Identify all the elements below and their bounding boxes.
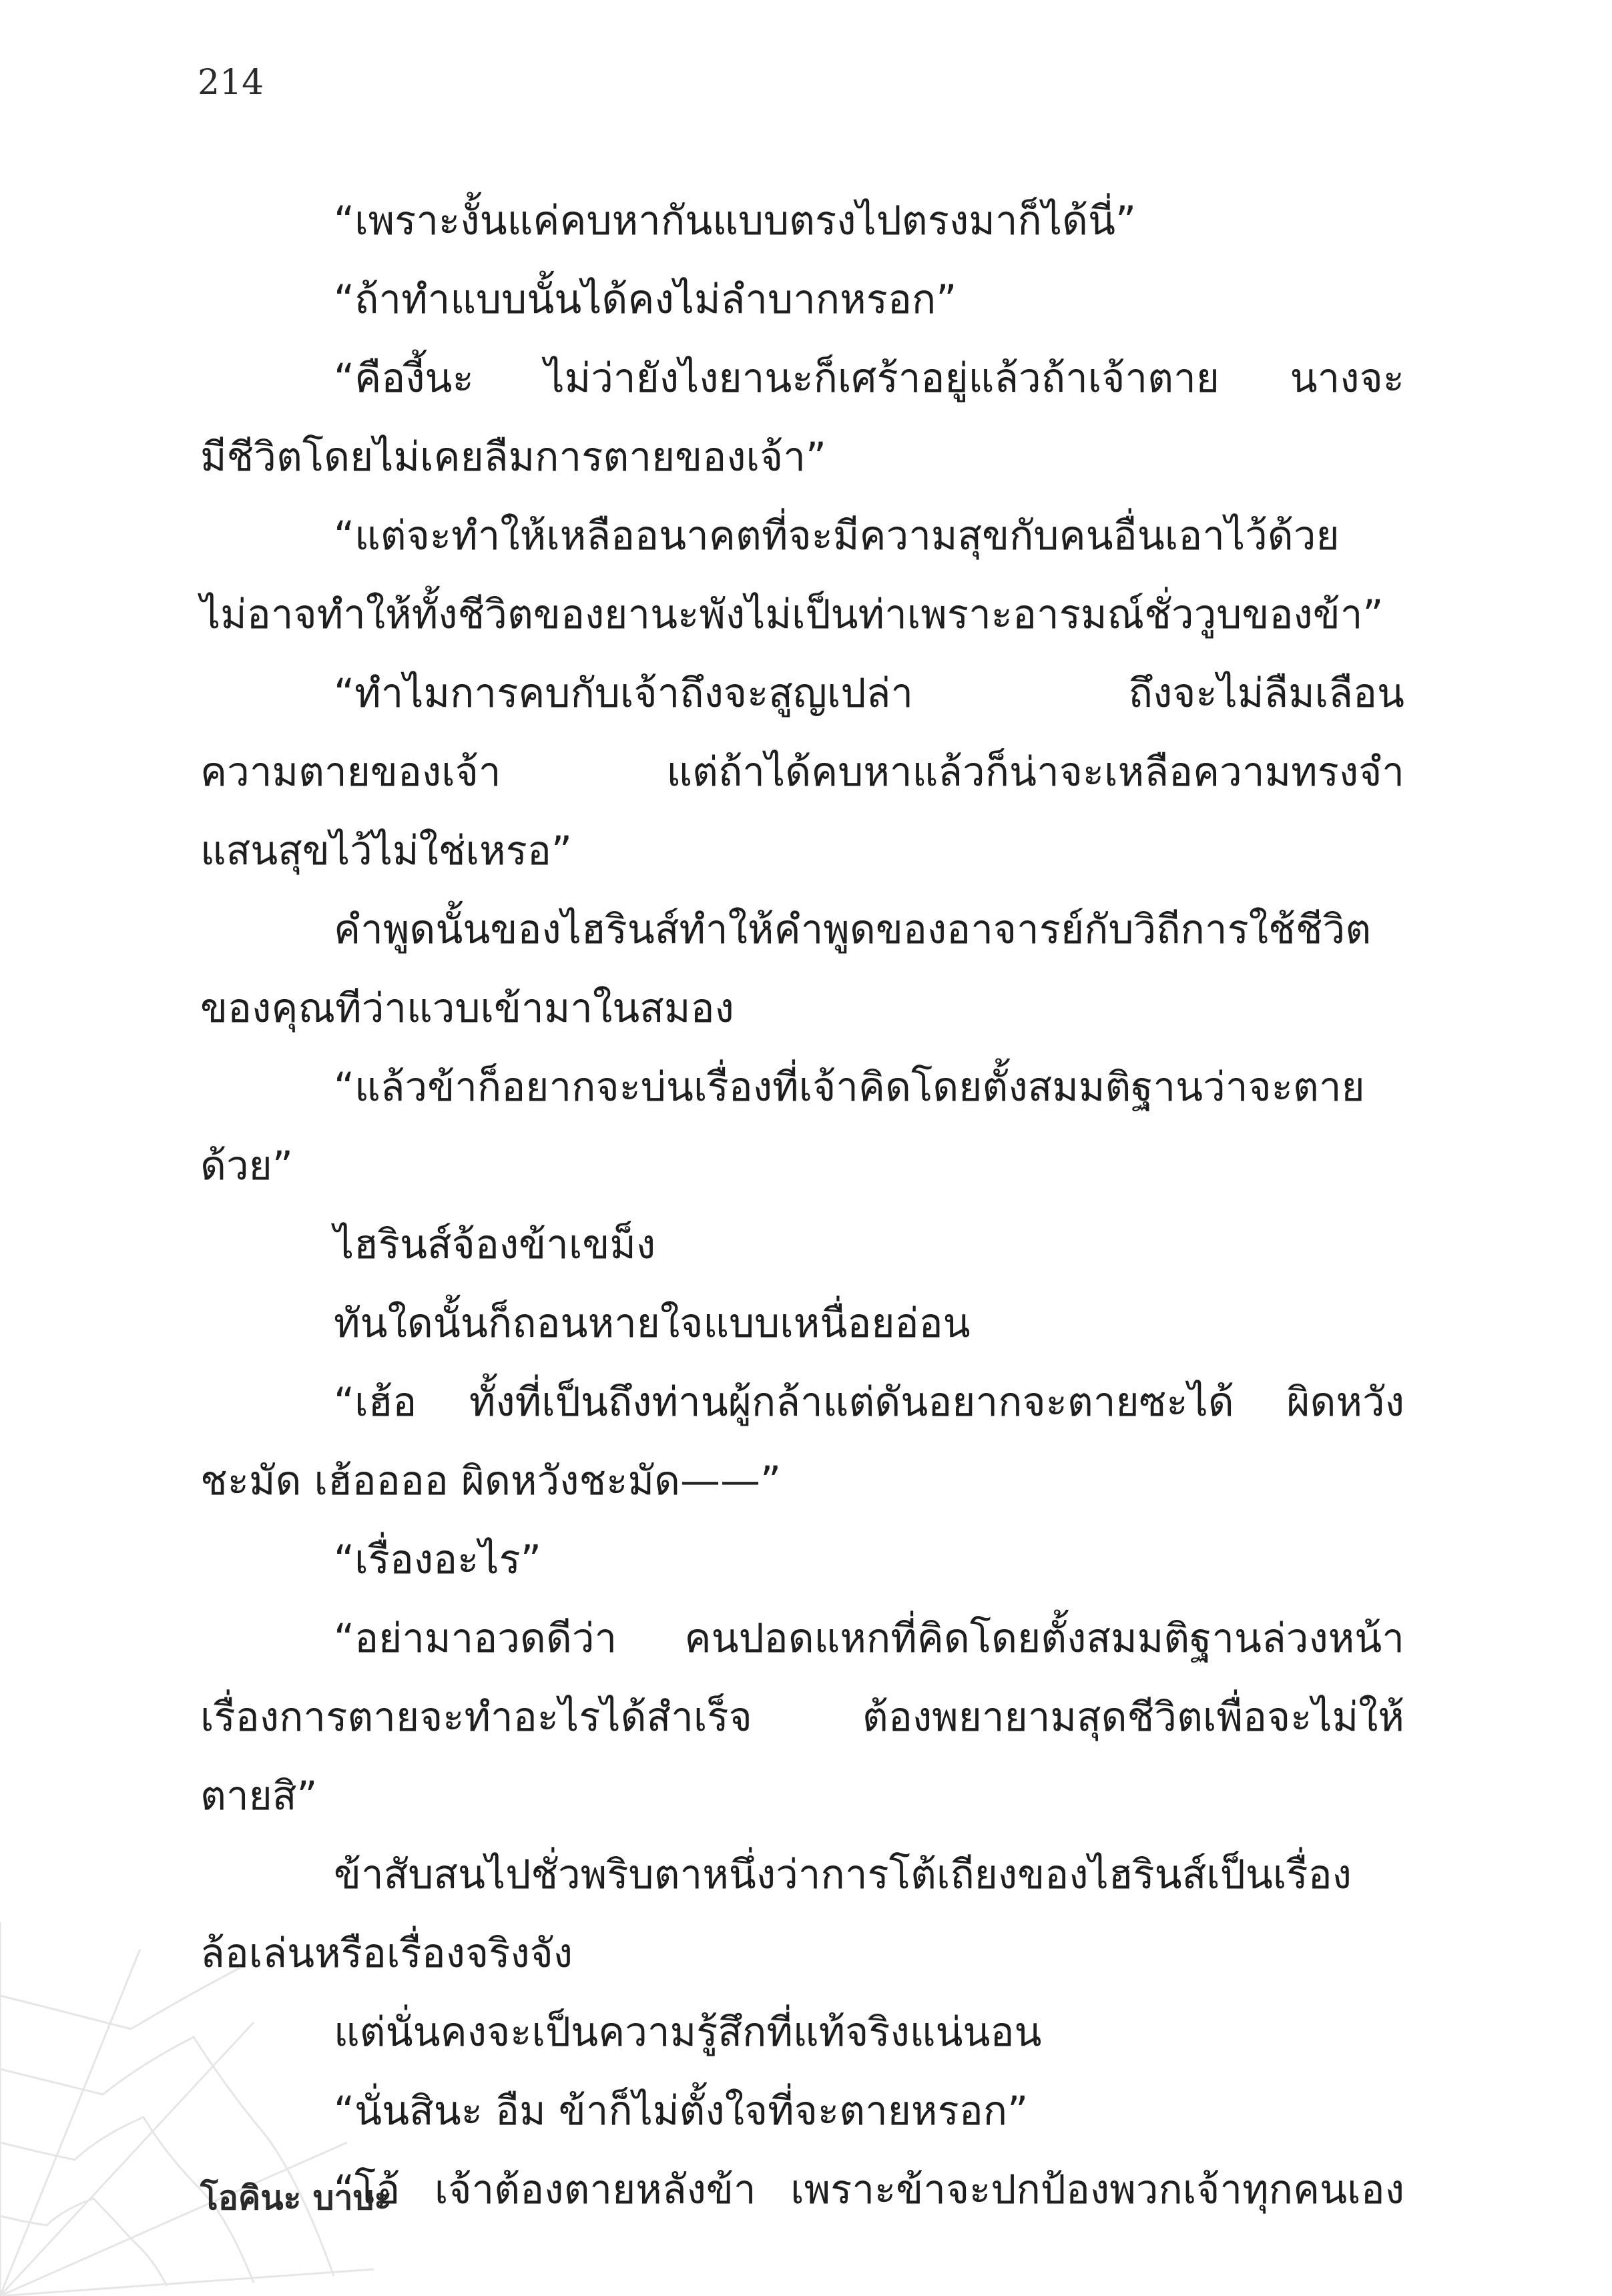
text-line: ชะมัด เฮ้ออออ ผิดหวังชะมัด——” xyxy=(200,1458,782,1504)
text-line: ไม่อาจทำให้ทั้งชีวิตของยานะพังไม่เป็นท่าเพราะอารมณ์ชั่ววูบของข้า” xyxy=(200,591,1384,638)
page-number: 214 xyxy=(198,63,264,103)
text-line: ตายสิ” xyxy=(200,1773,318,1819)
text-line: ด้วย” xyxy=(200,1143,293,1189)
text-line: ข้าสับสนไปชั่วพริบตาหนึ่งว่าการโต้เถียงของไฮรินส์เป็นเรื่อง xyxy=(334,1851,1352,1898)
text-line: เรื่องการตายจะทำอะไรได้สำเร็จ ต้องพยายามสุดชีวิตเพื่อจะไม่ให้ xyxy=(200,1694,1404,1741)
text-line: มีชีวิตโดยไม่เคยลืมการตายของเจ้า” xyxy=(200,434,826,481)
spider-web-icon xyxy=(0,1922,374,2296)
text-line: “ทำไมการคบกับเจ้าถึงจะสูญเปล่า ถึงจะไม่ลืมเลือน xyxy=(334,670,1404,717)
text-line: คำพูดนั้นของไฮรินส์ทำให้คำพูดของอาจารย์กับวิถีการใช้ชีวิต xyxy=(334,906,1372,953)
text-line: “นั่นสินะ อืม ข้าก็ไม่ตั้งใจที่จะตายหรอก” xyxy=(334,2088,1029,2134)
text-line: “แต่จะทำให้เหลืออนาคตที่จะมีความสุขกับคนอื่นเอาไว้ด้วย xyxy=(334,513,1340,559)
text-line: “เพราะงั้นแค่คบหากันแบบตรงไปตรงมาก็ได้นี่” xyxy=(334,198,1137,244)
text-line: “เรื่องอะไร” xyxy=(334,1536,541,1583)
body-text xyxy=(200,182,1404,2229)
text-line: แต่นั่นคงจะเป็นความรู้สึกที่แท้จริงแน่นอน xyxy=(334,2009,1042,2056)
text-line: “คืองี้นะ ไม่ว่ายังไงยานะก็เศร้าอยู่แล้วถ้าเจ้าตาย นางจะ xyxy=(334,355,1404,402)
text-line: “โอ้ เจ้าต้องตายหลังข้า เพราะข้าจะปกป้องพวกเจ้าทุกคนเอง xyxy=(334,2167,1404,2213)
text-line: ของคุณทีว่าแวบเข้ามาในสมอง xyxy=(200,985,734,1032)
text-line: “เฮ้อ ทั้งที่เป็นถึงท่านผู้กล้าแต่ดันอยากจะตายซะได้ ผิดหวัง xyxy=(334,1379,1404,1426)
text-line: “ถ้าทำแบบนั้นได้คงไม่ลำบากหรอก” xyxy=(334,276,957,323)
text-line: แสนสุขไว้ไม่ใช่เหรอ” xyxy=(200,828,572,874)
book-title: โอคินะ บาบะ xyxy=(200,2179,392,2217)
text-line: ไฮรินส์จ้องข้าเขม็ง xyxy=(334,1221,656,1268)
text-line: ความตายของเจ้า แต่ถ้าได้คบหาแล้วก็น่าจะเหลือความทรงจำ xyxy=(200,749,1404,796)
text-line: ล้อเล่นหรือเรื่องจริงจัง xyxy=(200,1930,573,1977)
text-line: “อย่ามาอวดดีว่า คนปอดแหกที่คิดโดยตั้งสมมติฐานล่วงหน้า xyxy=(334,1615,1404,1662)
text-line: “แล้วข้าก็อยากจะบ่นเรื่องที่เจ้าคิดโดยตั้งสมมติฐานว่าจะตาย xyxy=(334,1064,1365,1111)
text-line: ทันใดนั้นก็ถอนหายใจแบบเหนื่อยอ่อน xyxy=(334,1300,971,1347)
